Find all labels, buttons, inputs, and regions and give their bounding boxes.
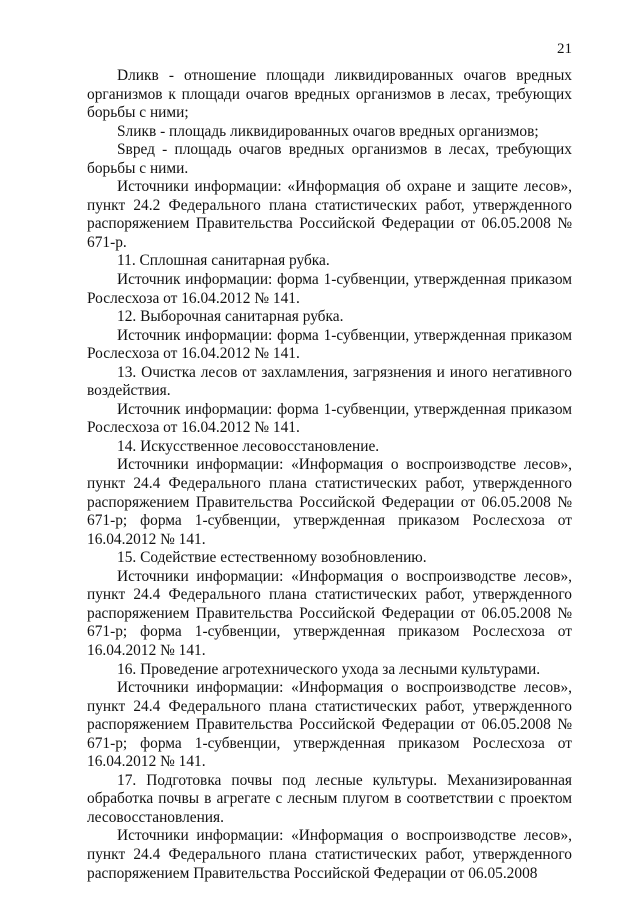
page-number: 21 bbox=[557, 41, 572, 57]
paragraph-source-14: Источники информации: «Информация о воспроизводстве лесов», пункт 24.4 Федерального плана статистических работ, утвержденного распоряжением Правительства Российской Федерации от 06.05.2008 № 671-р; форма 1-субвенции, утвержденная приказом Рослесхоза от 16.04.2012 № 141. bbox=[87, 456, 572, 548]
paragraph-source-11: Источник информации: форма 1-субвенции, утвержденная приказом Рослесхоза от 16.04.2012 № 141. bbox=[87, 271, 572, 307]
paragraph-item-16: 16. Проведение агротехнического ухода за лесными культурами. bbox=[117, 660, 541, 678]
paragraph-d-likv: Dликв - отношение площади ликвидированных очагов вредных организмов к площади очагов вредных организмов в лесах, требующих борьбы с ними; bbox=[87, 67, 572, 122]
paragraph-source-13: Источник информации: форма 1-субвенции, утвержденная приказом Рослесхоза от 16.04.2012 № 141. bbox=[87, 400, 572, 437]
paragraph-item-12: 12. Выборочная санитарная рубка. bbox=[117, 308, 344, 326]
paragraph-item-14: 14. Искусственное лесовосстановление. bbox=[117, 437, 380, 455]
paragraph-s-vred: Sвред - площадь очагов вредных организмов в лесах, требующих борьбы с ними. bbox=[87, 141, 572, 177]
paragraph-source-16: Источники информации: «Информация о воспроизводстве лесов», пункт 24.4 Федерального плана статистических работ, утвержденного распоряжением Правительства Российской Федерации от 06.05.2008 № 671-р; форма 1-субвенции, утвержденная приказом Рослесхоза от 16.04.2012 № 141. bbox=[87, 679, 572, 771]
paragraph-s-likv: Sликв - площадь ликвидированных очагов вредных организмов; bbox=[117, 122, 539, 140]
paragraph-source-17: Источники информации: «Информация о воспроизводстве лесов», пункт 24.4 Федерального плана статистических работ, утвержденного распоряжением Правительства Российской Федерации от 06.05.2008 bbox=[87, 827, 572, 882]
paragraph-item-13: 13. Очистка лесов от захламления, загрязнения и иного негативного воздействия. bbox=[87, 363, 572, 400]
document-body bbox=[87, 67, 572, 883]
paragraph-source-protection: Источники информации: «Информация об охране и защите лесов», пункт 24.2 Федерального плана статистических работ, утвержденного распоряжением Правительства Российской Федерации от 06.05.2008 № 671-р. bbox=[87, 178, 572, 251]
paragraph-item-11: 11. Сплошная санитарная рубка. bbox=[117, 252, 330, 270]
paragraph-item-15: 15. Содействие естественному возобновлению. bbox=[117, 549, 427, 567]
paragraph-item-17: 17. Подготовка почвы под лесные культуры. Механизированная обработка почвы в агрегате с лесным плугом в соответствии с проектом лесовосстановления. bbox=[87, 771, 572, 826]
paragraph-source-15: Источники информации: «Информация о воспроизводстве лесов», пункт 24.4 Федерального плана статистических работ, утвержденного распоряжением Правительства Российской Федерации от 06.05.2008 № 671-р; форма 1-субвенции, утвержденная приказом Рослесхоза от 16.04.2012 № 141. bbox=[87, 567, 572, 659]
paragraph-source-12: Источник информации: форма 1-субвенции, утвержденная приказом Рослесхоза от 16.04.2012 № 141. bbox=[87, 326, 572, 363]
